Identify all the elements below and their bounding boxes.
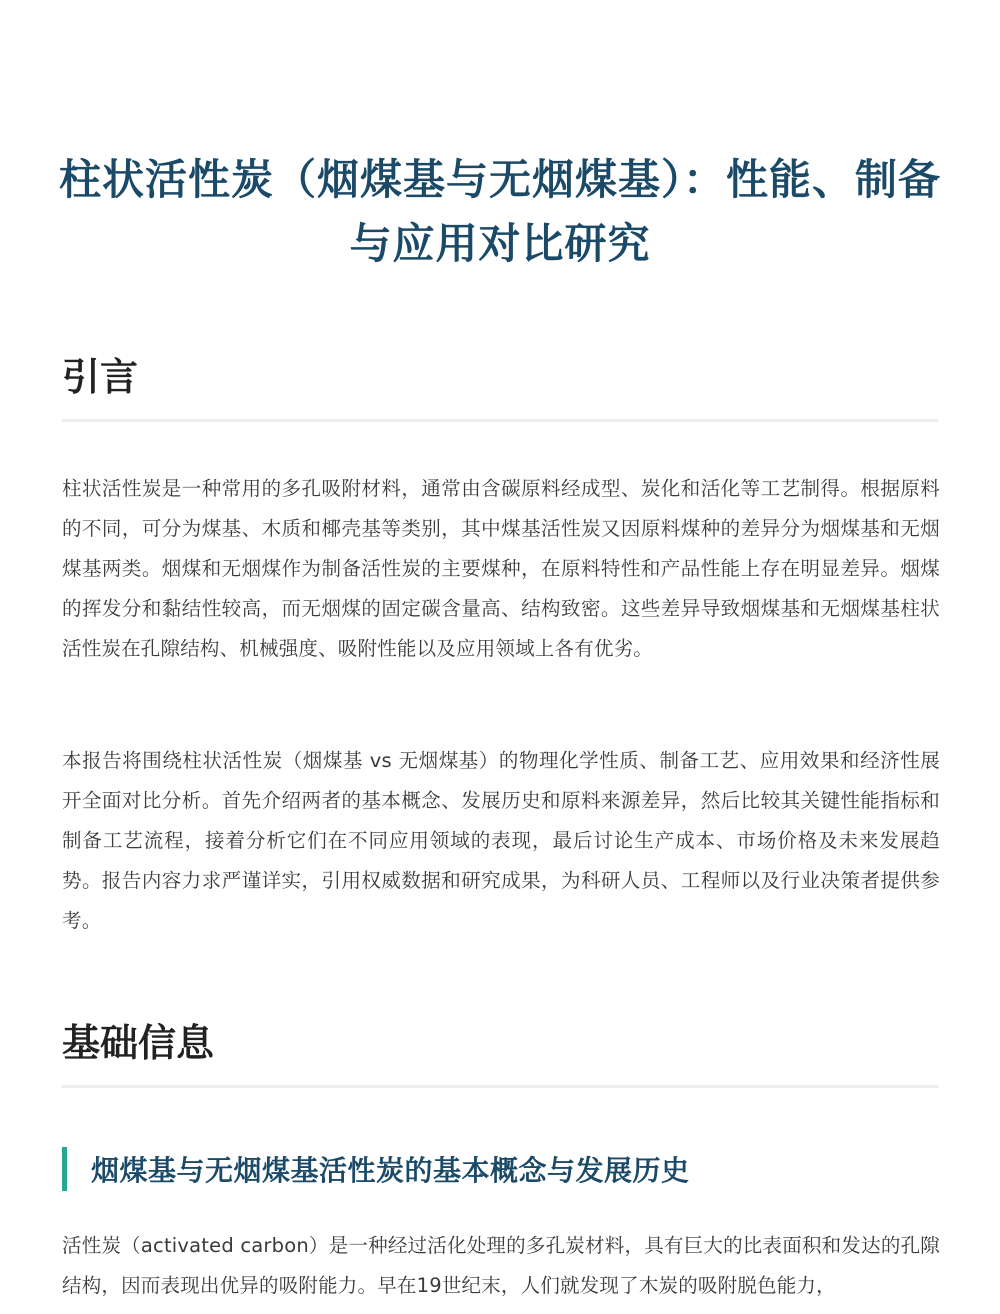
basics-paragraph-1: 活性炭（activated carbon）是一种经过活化处理的多孔炭材料，具有巨大的比表面积和发达的孔隙结构，因而表现出优异的吸附能力。早在19世纪末，人们就发现了木炭的吸附脱色能力， <box>62 1234 940 1297</box>
section-heading-basics: 基础信息 <box>62 1021 215 1065</box>
accent-bar <box>62 1147 67 1191</box>
section-divider <box>62 419 938 422</box>
subsection-heading-text: 烟煤基与无烟煤基活性炭的基本概念与发展历史 <box>91 1154 690 1187</box>
section-divider <box>62 1085 938 1088</box>
subsection-heading <box>62 1146 690 1192</box>
intro-paragraph-2: 本报告将围绕柱状活性炭（烟煤基 vs 无烟煤基）的物理化学性质、制备工艺、应用效果和经济性展开全面对比分析。首先介绍两者的基本概念、发展历史和原料来源差异，然后比较其关键性能指标和制备工艺流程，接着分析它们在不同应用领域的表现，最后讨论生产成本、市场价格及未来发展趋势。报告内容力求严谨详实，引用权威数据和研究成果，为科研人员、工程师以及行业决策者提供参考。 <box>62 749 940 932</box>
intro-paragraph-1: 柱状活性炭是一种常用的多孔吸附材料，通常由含碳原料经成型、炭化和活化等工艺制得。根据原料的不同，可分为煤基、木质和椰壳基等类别，其中煤基活性炭又因原料煤种的差异分为烟煤基和无烟煤基两类。烟煤和无烟煤作为制备活性炭的主要煤种，在原料特性和产品性能上存在明显差异。烟煤的挥发分和黏结性较高，而无烟煤的固定碳含量高、结构致密。这些差异导致烟煤基和无烟煤基柱状活性炭在孔隙结构、机械强度、吸附性能以及应用领域上各有优劣。 <box>62 477 940 660</box>
section-heading-intro: 引言 <box>62 355 139 399</box>
document-title: 柱状活性炭（烟煤基与无烟煤基）：性能、制备与应用对比研究 <box>58 155 941 268</box>
